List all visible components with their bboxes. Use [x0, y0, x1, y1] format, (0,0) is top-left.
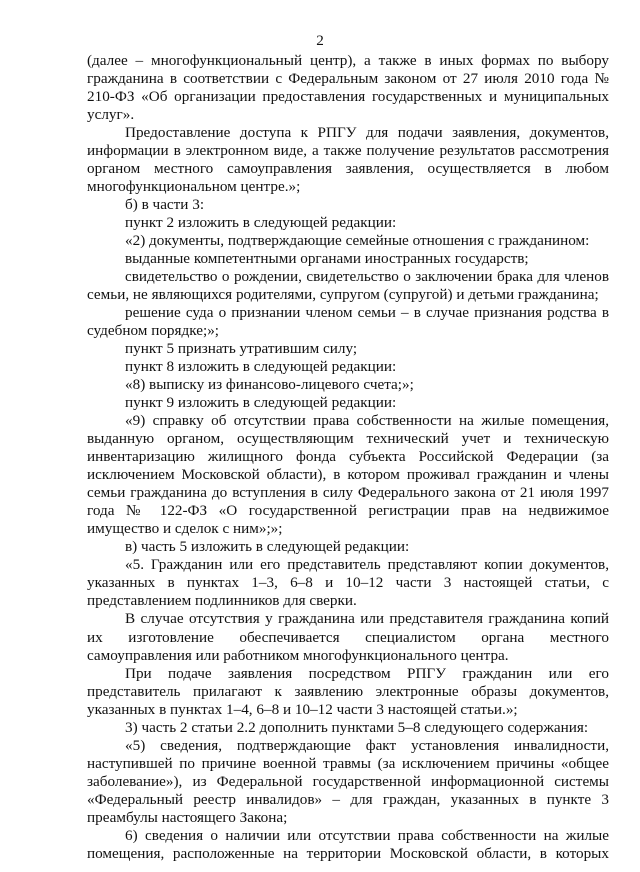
paragraph-20: 6) сведения о наличии или отсутствии права собственности на жилые помещения, расположенные на территории Московской области, в которых — [87, 826, 609, 862]
paragraph-17: При подаче заявления посредством РПГУ гражданин или его представитель прилагают к заявлению электронные образы документов, указанных в пунктах 1–4, 6–8 и 10–12 части 3 настоящей статьи.»; — [87, 664, 609, 718]
paragraph-5: «2) документы, подтверждающие семейные отношения с гражданином: — [125, 232, 590, 250]
paragraph-7: свидетельство о рождении, свидетельство о заключении брака для членов семьи, не являющихся родителями, супругом (супругой) и детьми гражданина; — [87, 268, 609, 304]
paragraph-10: пункт 8 изложить в следующей редакции: — [125, 358, 397, 376]
paragraph-16: В случае отсутствия у гражданина или представителя гражданина копий их изготовление обеспечивается специалистом органа местного самоуправления или работником многофункционального центра. — [87, 610, 609, 664]
page-number: 2 — [316, 32, 324, 49]
paragraph-6: выданные компетентными органами иностранных государств; — [125, 250, 529, 268]
paragraph-15: «5. Гражданин или его представитель представляют копии документов, указанных в пунктах 1–3, 6–8 и 10–12 части 3 настоящей статьи, с представлением подлинников для сверки. — [87, 556, 609, 610]
paragraph-3: б) в части 3: — [125, 196, 205, 214]
paragraph-4: пункт 2 изложить в следующей редакции: — [125, 214, 397, 232]
paragraph-14: в) часть 5 изложить в следующей редакции: — [125, 538, 410, 556]
paragraph-8: решение суда о признании членом семьи – в случае признания родства в судебном порядке;»; — [87, 304, 609, 340]
paragraph-19: «5) сведения, подтверждающие факт установления инвалидности, наступившей по причине военной травмы (за исключением причины «общее заболевание»), из Федеральной государственной информационной системы «Федеральный реестр инвалидов» – для граждан, указанных в пункте 3 преамбулы настоящего Закона; — [87, 736, 609, 826]
paragraph-9: пункт 5 признать утратившим силу; — [125, 340, 358, 358]
paragraph-13: «9) справку об отсутствии права собственности на жилые помещения, выданную органом, осуществляющим технический учет и техническую инвентаризацию жилищного фонда субъекта Российской Федерации (за исключением Московской области), в котором проживал гражданин и члены семьи гражданина до вступления в силу Федерального закона от 21 июля 1997 года № 122-ФЗ «О государственной регистрации прав на недвижимое имущество и сделок с ним»;»; — [87, 412, 609, 538]
paragraph-11: «8) выписку из финансово-лицевого счета;»; — [125, 376, 414, 394]
paragraph-18: 3) часть 2 статьи 2.2 дополнить пунктами 5–8 следующего содержания: — [125, 718, 589, 736]
document-body — [87, 52, 609, 863]
paragraph-12: пункт 9 изложить в следующей редакции: — [125, 394, 397, 412]
paragraph-2: Предоставление доступа к РПГУ для подачи заявления, документов, информации в электронном виде, а также получение результатов рассмотрения органом местного самоуправления заявления, осуществляется в любом многофункциональном центре.»; — [87, 124, 609, 196]
paragraph-1: (далее – многофункциональный центр), а также в иных формах по выбору гражданина в соответствии с Федеральным законом от 27 июля 2010 года № 210-ФЗ «Об организации предоставления государственных и муниципальных услуг». — [87, 52, 609, 124]
